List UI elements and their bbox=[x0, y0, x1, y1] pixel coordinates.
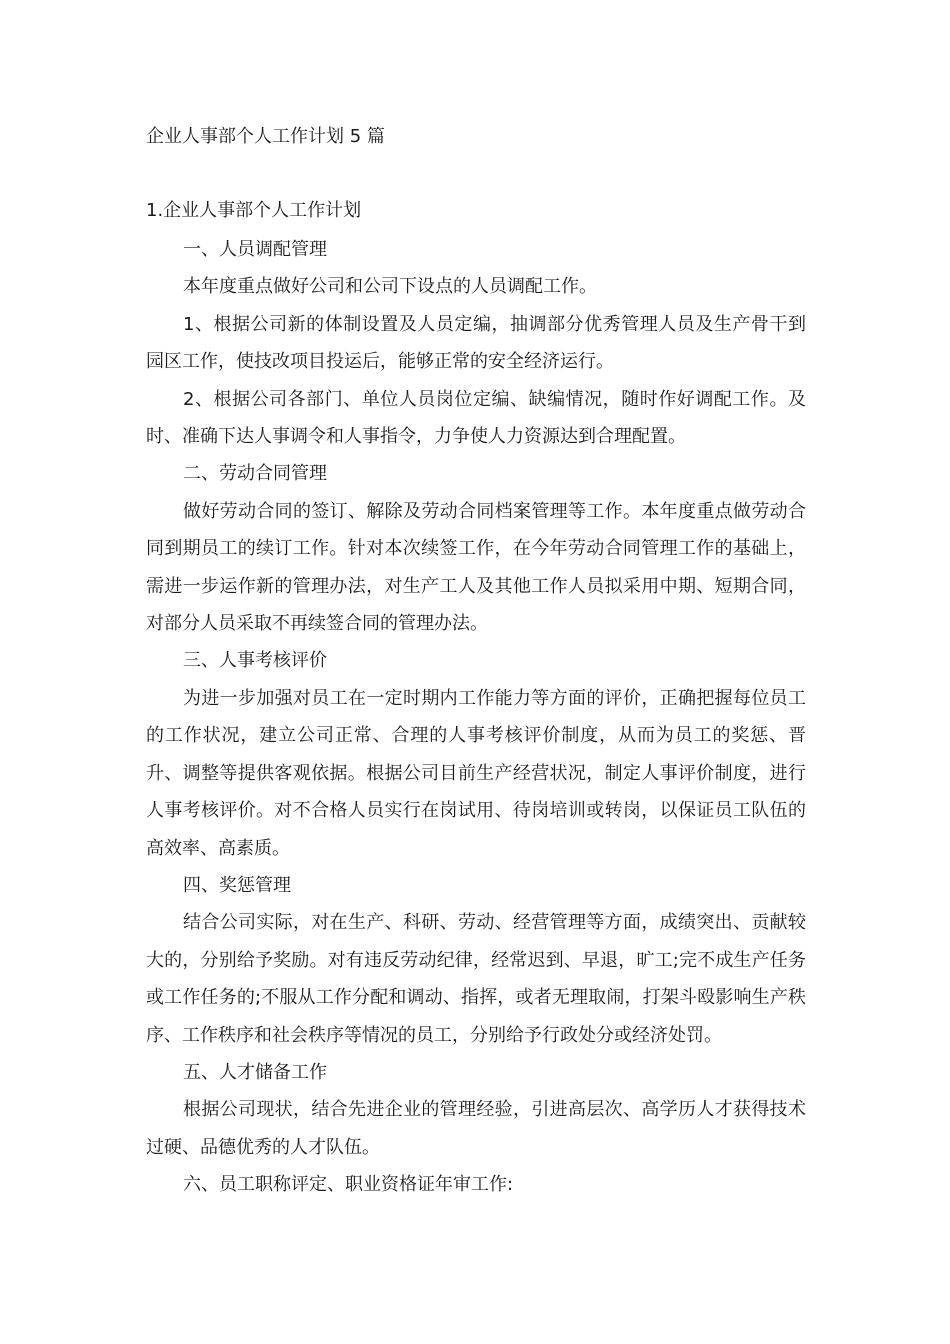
document-subtitle: 1.企业人事部个人工作计划 bbox=[146, 200, 362, 221]
paragraph: 结合公司实际，对在生产、科研、劳动、经营管理等方面，成绩突出、贡献较大的，分别给予奖励。对有违反劳动纪律，经常迟到、早退，旷工;完不成生产任务或工作任务的;不服从工作分配和调动、指挥，或者无理取闹，打架斗殴影响生产秩序、工作秩序和社会秩序等情况的员工，分别给予行政处分或经济处罚。 bbox=[146, 912, 806, 1046]
paragraph: 为进一步加强对员工在一定时期内工作能力等方面的评价，正确把握每位员工的工作状况，建立公司正常、合理的人事考核评价制度，从而为员工的奖惩、晋升、调整等提供客观依据。根据公司目前生产经营状况，制定人事评价制度，进行人事考核评价。对不合格人员实行在岗试用、待岗培训或转岗，以保证员工队伍的高效率、高素质。 bbox=[146, 687, 806, 859]
section-heading-6: 六、员工职称评定、职业资格证年审工作: bbox=[183, 1174, 514, 1196]
section-heading-1: 一、人员调配管理 bbox=[183, 239, 327, 260]
section-heading-5: 五、人才储备工作 bbox=[183, 1061, 327, 1083]
section-heading-3: 三、人事考核评价 bbox=[183, 650, 327, 672]
section-heading-4: 四、奖惩管理 bbox=[183, 874, 291, 896]
paragraph: 1、根据公司新的体制设置及人员定编，抽调部分优秀管理人员及生产骨干到园区工作，使技改项目投运后，能够正常的安全经济运行。 bbox=[146, 313, 806, 373]
paragraph: 本年度重点做好公司和公司下设点的人员调配工作。 bbox=[183, 276, 597, 298]
section-heading-2: 二、劳动合同管理 bbox=[183, 463, 327, 485]
paragraph: 根据公司现状，结合先进企业的管理经验，引进高层次、高学历人才获得技术过硬、品德优秀的人才队伍。 bbox=[146, 1099, 806, 1158]
document-body bbox=[146, 231, 806, 1204]
paragraph: 做好劳动合同的签订、解除及劳动合同档案管理等工作。本年度重点做劳动合同到期员工的续订工作。针对本次续签工作，在今年劳动合同管理工作的基础上，需进一步运作新的管理办法，对生产工人及其他工作人员拟采用中期、短期合同，对部分人员采取不再续签合同的管理办法。 bbox=[146, 500, 806, 635]
paragraph: 2、根据公司各部门、单位人员岗位定编、缺编情况，随时作好调配工作。及时、准确下达人事调令和人事指令，力争使人力资源达到合理配置。 bbox=[146, 388, 806, 448]
document-title: 企业人事部个人工作计划 5 篇 bbox=[146, 126, 385, 147]
